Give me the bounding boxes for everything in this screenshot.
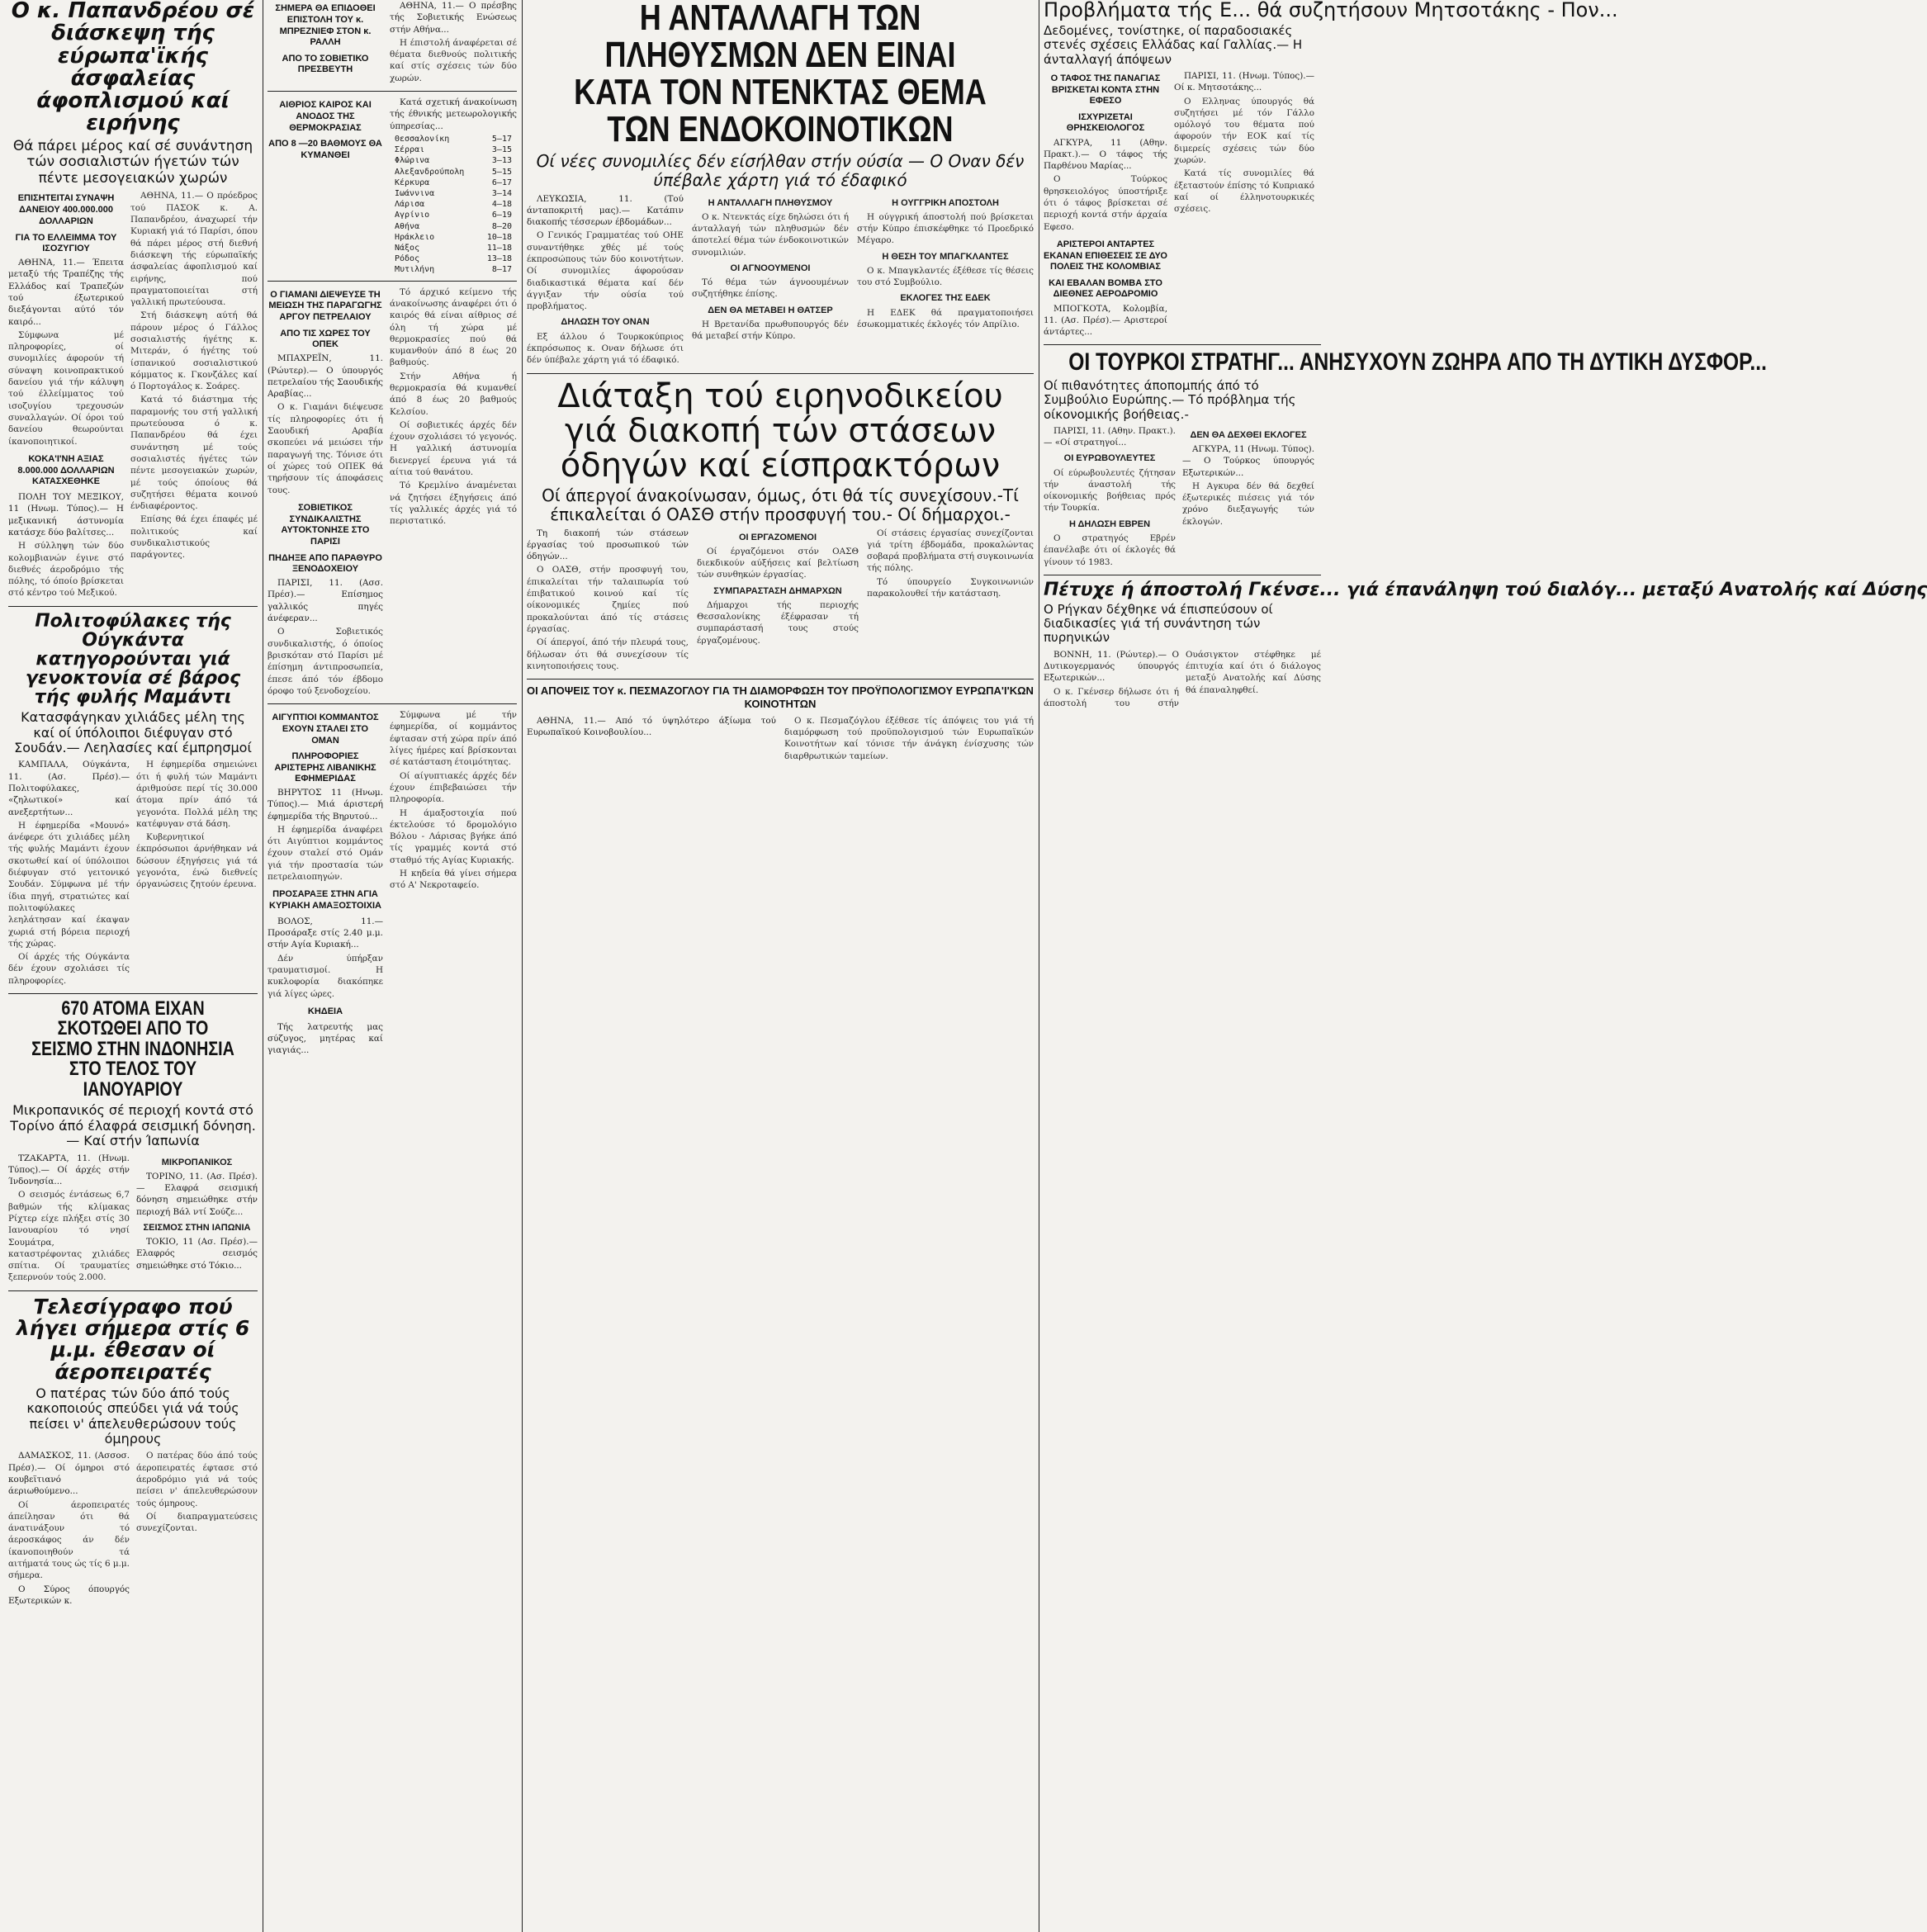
body-court-3: Οί στάσεις έργασίας συνεχίζονται γιά τρίτη έβδομάδα, προκαλώντας σοβαρά προβλήματα στή συγκοινωνία τής πόλης. Τό ύπουργείο Συγκοινωνιών παρακολουθεί τήν κατάσταση. (867, 528, 1034, 599)
article-pesmazoglou (527, 684, 1034, 762)
body-court-1: Τη διακοπή τών στάσεων έργασίας τού προσωπικού τών όδηγών... Ο ΟΑΣΘ, στήν προσφυγή του, έπικαλείται τήν ταλαιπωρία τού έπιβατικού κοινού καί τίς οίκονομικές ζημίες πού προκαλούνται άπό τίς στάσεις έργασίας. Οί άπεργοί, άπό τήν πλευρά τους, δήλωσαν ότι θά συνεχίσουν τίς κινητοποιήσεις τους. (527, 528, 689, 671)
temperature-range: 6—17 (491, 178, 512, 187)
city-name: Λάρισα (395, 200, 425, 210)
subhead-no-elections: ΔΕΝ ΘΑ ΔΕΧΘΕΙ ΕΚΛΟΓΕΣ (1190, 429, 1307, 440)
temperature-range: 10—18 (486, 232, 512, 242)
body-hijack-cont: Ο πατέρας δύο άπό τούς άεροπειρατές έφτασε στό άεροδρόμιο γιά νά τούς πείσει ν' άπελευθερώσουν τούς όμηρους. Οί διαπραγματεύσεις συνεχίζονται. (136, 1451, 258, 1534)
body-uganda-cont: Η έφημερίδα σημειώνει ότι ή φυλή τών Μαμάντι άριθμούσε περί τίς 30.000 άτομα πρίν άπό τά γεγονότα. Πολλά μέλη της κατέφυγαν στά δάση. Κυβερνητικοί έκπρόσωποι άρνήθηκαν νά δώσουν έξηγήσεις γιά τά γεγονότα, ένώ διεθνείς όργανώσεις ζητούν έρευνα. (136, 760, 258, 890)
headline-quake: 670 ΑΤΟΜΑ ΕΙΧΑΝ ΣΚΟΤΩΘΕΙ ΑΠΟ ΤΟ ΣΕΙΣΜΟ ΣΤΗΝ ΙΝΔΟΝΗΣΙΑ ΣΤΟ ΤΕΛΟΣ ΤΟΥ ΙΑΝΟΥΑΡΙΟΥ (31, 997, 234, 1101)
deck-exchange: Οί νέες συνομιλίες δέν είσήλθαν στήν ούσία — Ο Οναν δέν ύπέβαλε χάρτη γιά τό έδαφικό (536, 150, 1025, 190)
divider (8, 606, 258, 607)
body-weather: Κατά σχετική άνακοίνωση τής έθνικής μετεωρολογικής ύπηρεσίας... Θεσσαλονίκη 5—17 Σέρραι 3—15 Φλώρινα 3—13 Αλεξανδρούπολη 5—15 Κέρκυρα 6—17 Ιωάννινα 3—14 Λάρισα 4—18 Αγρίνιο 6—19 Αθήνα 8—20 Ηράκλειο 10—18 Νάξος 11—18 Ρόδος 13—18 Μυτιλήνη 8—17 (390, 97, 517, 275)
subhead-funeral: ΚΗΔΕΙΑ (307, 1006, 343, 1016)
article-weather (268, 97, 383, 276)
deck-papandreou: Θά πάρει μέρος καί σέ συνάντηση τών σοσιαλιστών ήγετών τών πέντε μεσογειακών χωρών (12, 137, 253, 187)
divider (8, 993, 258, 994)
divider (268, 281, 517, 282)
body-tomb: ΑΓΚΥΡΑ, 11 (Αθην. Πρακτ.).— Ο τάφος τής Παρθένου Μαρίας... Ο Τούρκος θρησκειολόγος ύποστήριξε ότι ό τάφος βρίσκεται σέ περιοχή κοντά στήν άρχαία Εφεσο. (1044, 137, 1167, 232)
temperature-range: 3—15 (491, 145, 512, 155)
body-quake-cont: ΜΙΚΡΟΠΑΝΙΚΟΣ ΤΟΡΙΝΟ, 11. (Ασ. Πρέσ).— Ελαφρά σεισμική δόνηση σημειώθηκε στήν περιοχή Βάλ ντί Σούζε... ΣΕΙΣΜΟΣ ΣΤΗΝ ΙΑΠΩΝΙΑ ΤΟΚΙΟ, 11 (Ασ. Πρέσ).— Ελαφρός σεισμός σημειώθηκε στό Τόκιο... (136, 1157, 258, 1271)
column-right (1044, 0, 1927, 1932)
article-egypt (268, 709, 383, 1058)
article-geneva (1044, 579, 1927, 709)
subhead-temperature: ΑΠΟ 8 —20 ΒΑΘΜΟΥΣ ΘΑ ΚΥΜΑΝΘΕΙ (268, 139, 382, 160)
body-exchange-2: Η ΑΝΤΑΛΛΑΓΗ ΠΛΗΘΥΣΜΟΥ Ο κ. Ντενκτάς είχε δηλώσει ότι ή άνταλλαγή τών πληθυσμών δέν άποτελεί θέμα τών ένδοκοινοτικών συνομιλιών. ΟΙ ΑΓΝΟΟΥΜΕΝΟΙ Τό θέμα τών άγνοουμένων συζητήθηκε έπίσης. ΔΕΝ ΘΑ ΜΕΤΑΒΕΙ Η ΘΑΤΣΕΡ Η Βρετανίδα πρωθυπουργός δέν θά μεταβεί στήν Κύπρο. (692, 197, 849, 342)
deck-court: Οί άπεργοί άνακοίνωσαν, όμως, ότι θά τίς συνεχίσουν.-Τί έπικαλείται ό ΟΑΣΘ στήν προσφυγή του.- Οί δήμαρχοι.- (542, 485, 1019, 524)
subhead-window: ΠΗΔΗΞΕ ΑΠΟ ΠΑΡΑΘΥΡΟ ΞΕΝΟΔΟΧΕΙΟΥ (268, 552, 382, 574)
divider (1044, 344, 1321, 345)
deck-turks: Οί πιθανότητες άποπομπής άπό τό Συμβούλιο Ευρώπης.— Τό πρόβλημα τής οίκονομικής βοήθειας.- (1044, 378, 1296, 422)
subhead-lebanon: ΠΛΗΡΟΦΟΡΙΕΣ ΑΡΙΣΤΕΡΗΣ ΛΙΒΑΝΙΚΗΣ ΕΦΗΜΕΡΙΔΑΣ (274, 751, 376, 784)
body-train: ΒΟΛΟΣ, 11.— Προσάραξε στίς 2.40 μ.μ. στήν Αγία Κυριακή... Δέν ύπήρξαν τραυματισμοί. Η κυκλοφορία διακόπηκε γιά λίγες ώρες. (268, 916, 383, 999)
temperature-row (390, 199, 517, 210)
temperature-row (390, 243, 517, 253)
headline-court: Διάταξη τού ειρηνοδικείου γιά διακοπή τών στάσεων όδηγών καί είσπρακτόρων (557, 376, 1003, 485)
subhead-ambassador: ΑΠΟ ΤΟ ΣΟΒΙΕΤΙΚΟ ΠΡΕΣΒΕΥΤΗ (282, 54, 369, 75)
subhead-loan: ΕΠΙΣΗΤΕΙΤΑΙ ΣΥΝΑΨΗ ΔΑΝΕΙΟΥ 400.000.000 ΔΟΛΛΑΡΙΩΝ (17, 193, 115, 226)
temperature-row (390, 188, 517, 199)
body-geneva: ΒΟΝΝΗ, 11. (Ρώυτερ).— Ο Δυτικογερμανός ύπουργός Εξωτερικών... Ο κ. Γκένσερ δήλωσε ότι ή άποστολή του στήν Ουάσιγκτον στέφθηκε μέ έπιτυχία καί ότι ό διάλογος μεταξύ Ανατολής καί Δύσης θά έπαναληφθεί. (1044, 649, 1321, 708)
headline-hijack: Τελεσίγραφο πού λήγει σήμερα στίς 6 μ.μ. έθεσαν οί άεροπειρατές (16, 1294, 250, 1384)
deck-uganda: Κατασφάγηκαν χιλιάδες μέλη της καί οί ύπόλοιποι διέφυγαν στό Σουδάν.— Λεηλασίες καί έμπρησμοί (14, 709, 252, 755)
subhead-opec: Ο ΓΙΑΜΑΝΙ ΔΙΕΨΕΥΣΕ ΤΗ ΜΕΙΩΣΗ ΤΗΣ ΠΑΡΑΓΩΓΗΣ ΑΡΓΟΥ ΠΕΤΡΕΛΑΙΟΥ (268, 289, 382, 323)
body-exchange-1: ΛΕΥΚΩΣΙΑ, 11. (Τού άνταποκριτή μας).— Κατάπιν διακοπής τέσσερων έβδομάδων... Ο Γενικός Γραμματέας τού ΟΗΕ συναντήθηκε χθές μέ τούς έκπροσώπους τών δύο κοινοτήτων. Οί συνομιλίες άφορούσαν διαδικαστικά θέματα καί δέν άγγιξαν τήν ούσία τού προβλήματος. ΔΗΛΩΣΗ ΤΟΥ ΟΝΑΝ Εξ άλλου ό Τουρκοκύπριος έκπρόσωπος κ. Οναν δήλωσε ότι δέν ύπέβαλε χάρτη γιά τό έδαφικό. (527, 193, 684, 366)
city-name: Φλώρινα (395, 156, 430, 166)
headline-problems: Προβλήματα τής Ε... θά συζητήσουν Μητσοτάκης - Πον... (1044, 0, 1618, 21)
subhead-train: ΠΡΟΣΑΡΑΞΕ ΣΤΗΝ ΑΓΙΑ ΚΥΡΙΑΚΗ ΑΜΑΞΟΣΤΟΙΧΙΑ (269, 889, 381, 912)
deck-geneva: Ο Ρήγκαν δέχθηκε νά έπισπεύσουν οί διαδικασίες γιά τή συνάντηση τών πυρηνικών (1044, 601, 1273, 646)
subhead-turin: ΜΙΚΡΟΠΑΝΙΚΟΣ (161, 1157, 233, 1167)
city-name: Ρόδος (395, 254, 420, 264)
article-brezhnev (268, 0, 383, 86)
subhead-weather: ΑΙΘΡΙΟΣ ΚΑΙΡΟΣ ΚΑΙ ΑΝΟΔΟΣ ΤΗΣ ΘΕΡΜΟΚΡΑΣΙΑΣ (279, 100, 372, 133)
temperature-range: 13—18 (486, 254, 512, 264)
temperature-row (390, 155, 517, 166)
body-egypt: ΒΗΡΥΤΟΣ 11 (Ηνωμ. Τύπος).— Μιά άριστερή έφημερίδα τής Βηρυτού... Η έφημερίδα άναφέρει ότι Αιγύπτιοι κομμάντος έχουν σταλεί στό Ομάν γιά τήν προστασία τών πετρελαιοπηγών. (268, 787, 383, 883)
city-name: Σέρραι (395, 145, 425, 155)
body-hijack: ΔΑΜΑΣΚΟΣ, 11. (Ασσοσ. Πρέσ).— Οί όμηροι στό κουβεϊτιανό άεριωθούμενο... Οί άεροπειρατές άπείλησαν ότι θά άνατινάξουν τό άεροσκάφος άν δέν ίκανοποιηθούν τά αιτήματά τους ώς τίς 6 μ.μ. σήμερα. Ο Σύρος όπουργός Εξωτερικών κ. (8, 1451, 130, 1606)
subhead-missing: ΟΙ ΑΓΝΟΟΥΜΕΝΟΙ (730, 263, 811, 273)
subhead-unionist: ΣΟΒΙΕΤΙΚΟΣ ΣΥΝΔΙΚΑΛΙΣΤΗΣ ΑΥΤΟΚΤΟΝΗΣΕ ΣΤΟ ΠΑΡΙΣΙ (281, 502, 370, 547)
body-unionist: ΠΑΡΙΣΙ, 11. (Ασσ. Πρέσ).— Επίσημος γαλλικός πηγές άνέφεραν... Ο Σοβιετικός συνδικαλιστής, ό όποίος βρισκόταν στό Παρίσι μέ έπίσημη άντιπροσωπεία, έπεσε άπό τόν έβδομο όροφο τού ξενοδοχείου. (268, 578, 383, 696)
subhead-theologian: ΙΣΧΥΡΙΖΕΤΑΙ ΘΡΗΣΚΕΙΟΛΟΓΟΣ (1066, 112, 1145, 134)
deck-quake: Μικροπανικός σέ περιοχή κοντά στό Τορίνο άπό έλαφρά σεισμική δόνηση.— Καί στήν Ίαπωνία (10, 1102, 256, 1149)
city-name: Μυτιλήνη (395, 265, 435, 275)
headline-exchange: Η ΑΝΤΑΛΛΑΓΗ ΤΩΝ ΠΛΗΘΥΣΜΩΝ ΔΕΝ ΕΙΝΑΙ ΚΑΤΑ ΤΟΝ ΝΤΕΝΚΤΑΣ ΘΕΜΑ ΤΩΝ ΕΝΔΟΚΟΙΝΟΤΙΚΩΝ (574, 0, 987, 149)
article-hijack (8, 1296, 258, 1608)
divider (268, 703, 517, 704)
headline-geneva: Πέτυχε ή άποστολή Γκένσε... γιά έπανάληψη τού διαλόγ... μεταξύ Ανατολής καί Δύσης (1044, 579, 1927, 600)
temperature-range: 5—15 (491, 167, 512, 177)
article-papandreou (8, 0, 258, 187)
city-name: Νάξος (395, 244, 420, 253)
subhead-onan: ΔΗΛΩΣΗ ΤΟΥ ΟΝΑΝ (561, 317, 650, 328)
temperature-range: 3—13 (491, 156, 512, 166)
temperature-row (390, 167, 517, 178)
subhead-eurodeputies: ΟΙ ΕΥΡΩΒΟΥΛΕΥΤΕΣ (1063, 453, 1156, 464)
city-name: Ιωάννινα (395, 188, 435, 198)
city-name: Θεσσαλονίκη (395, 134, 450, 144)
subhead-colombia: ΑΡΙΣΤΕΡΟΙ ΑΝΤΑΡΤΕΣ ΕΚΑΝΑΝ ΕΠΙΘΕΣΕΙΣ ΣΕ ΔΥΟ ΠΟΛΕΙΣ ΤΗΣ ΚΟΛΟΜΒΙΑΣ (1044, 239, 1167, 272)
subhead-cocaine: ΚΟΚΑ'Ι'ΝΗ ΑΞΙΑΣ 8.000.000 ΔΟΛΛΑΡΙΩΝ ΚΑΤΑΣΧΕΘΗΚΕ (17, 453, 115, 487)
subhead-loan-deficit: ΓΙΑ ΤΟ ΕΛΛΕΙΜΜΑ ΤΟΥ ΙΣΟΖΥΓΙΟΥ (15, 232, 117, 253)
temperature-range: 11—18 (486, 244, 512, 253)
temperature-row (390, 210, 517, 220)
body-turks-1: ΠΑΡΙΣΙ, 11. (Αθην. Πρακτ.).— «Οί στρατηγοί... ΟΙ ΕΥΡΩΒΟΥΛΕΥΤΕΣ Οί εύρωβουλευτές ζήτησαν τήν άναστολή τής οίκονομικής βοήθειας πρός τήν Τουρκία. Η ΔΗΛΩΣΗ ΕΒΡΕΝ Ο στρατηγός Εβρέν έπανέλαβε ότι οί έκλογές θά γίνουν τό 1983. (1044, 425, 1176, 567)
subhead-evren: Η ΔΗΛΩΣΗ ΕΒΡΕΝ (1068, 519, 1151, 529)
deck-problems: Δεδομένες, τονίστηκε, οί παραδοσιακές στενές σχέσεις Ελλάδας καί Γαλλίας.— Η άνταλλαγή άπόψεων (1044, 23, 1303, 67)
city-name: Αγρίνιο (395, 211, 430, 220)
headline-papandreou: Ο κ. Παπανδρέου σέ διάσκεψη τής εύρωπα'ϊκής άσφαλείας άφοπλισμού καί ειρήνης (11, 0, 255, 136)
temperature-row (390, 264, 517, 275)
body-opec: ΜΠΑΧΡΕΪΝ, 11. (Ρώυτερ).— Ο ύπουργός πετρελαίου τής Σαουδικής Αραβίας... Ο κ. Γιαμάνι διέψευσε τίς πληροφορίες ότι ή Σαουδική Αραβία σκοπεύει νά μειώσει τήν παραγωγή της. Τόνισε ότι οί χώρες τού ΟΠΕΚ θά τηρήσουν τίς άποφάσεις τους. (268, 353, 383, 495)
body-funeral: Τής λατρευτής μας σύζυγος, μητέρας καί γιαγιάς... (268, 1021, 383, 1056)
temperature-row (390, 178, 517, 188)
headline-turks: ΟΙ ΤΟΥΡΚΟΙ ΣΤΡΑΤΗΓ... ΑΝΗΣΥΧΟΥΝ ΖΩΗΡΑ ΑΠΟ ΤΗ ΔΥΤΙΚΗ ΔΥΣΦΟΡ... (1068, 348, 1767, 376)
subhead-brezhnev: ΣΗΜΕΡΑ ΘΑ ΕΠΙΔΟΘΕΙ ΕΠΙΣΤΟΛΗ ΤΟΥ κ. ΜΠΡΕΖΝΙΕΦ ΣΤΟΝ κ. ΡΑΛΛΗ (275, 3, 376, 48)
article-uganda (8, 612, 258, 988)
city-name: Κέρκυρα (395, 178, 430, 187)
subhead-airport: ΚΑΙ ΕΒΑΛΑΝ ΒΟΜΒΑ ΣΤΟ ΔΙΕΘΝΕΣ ΑΕΡΟΔΡΟΜΙΟ (1049, 278, 1162, 300)
subhead-workers: ΟΙ ΕΡΓΑΖΟΜΕΝΟΙ (738, 532, 817, 542)
city-name: Ηράκλειο (395, 232, 435, 242)
temperature-range: 5—17 (491, 134, 512, 144)
temperature-range: 8—20 (491, 221, 512, 231)
article-exchange (527, 0, 1034, 368)
body-papandreou: ΑΘΗΝΑ, 11.— Ο πρόεδρος τού ΠΑΣΟΚ κ. Α. Παπανδρέου, άναχωρεί τήν Κυριακή γιά τό Παρίσι, όπου θά πάρει μέρος στή διεθνή διάσκεψη τής εύρωπαϊκής άσφαλείας άφοπλισμού καί ειρήνης, πού πραγματοποιείται στή γαλλική πρωτεύουσα. Στή διάσκεψη αύτή θά πάρουν μέρος ό Γάλλος σοσιαλιστής ήγέτης κ. Μιτεράν, ό ήγέτης τού ίσπανικού σοσιαλιστικού κόμματος κ. Γκονζάλες καί ό Πορτογάλος κ. Σοάρες. Κατά τό διάστημα τής παραμονής του στή γαλλική πρωτεύουσα ό κ. Παπανδρέου θά έχει συνάντηση μέ τούς σοσιαλιστές ήγέτες τών πέντε μεσογειακών χωρών, μέ τούς όποίους θά συζητήσει θέματα κοινού ένδιαφέροντος. Επίσης θά έχει έπαφές μέ πολιτικούς καί συνδικαλιστικούς παράγοντες. (130, 191, 258, 561)
divider (527, 373, 1034, 374)
body-col2-lower-right: Σύμφωνα μέ τήν έφημερίδα, οί κομμάντος έφτασαν στή χώρα πρίν άπό λίγες ήμέρες καί βρίσκονται σέ κατάσταση έτοιμότητας. Οί αίγυπτιακές άρχές δέν έχουν έπιβεβαιώσει τήν πληροφορία. Η άμαξοστοιχία πού έκτελούσε τό δρομολόγιο Βόλου - Λάρισας βγήκε άπό τίς γραμμές κοντά στό σταθμό τής Αγίας Κυριακής. Η κηδεία θά γίνει σήμερα στό Α' Νεκροταφείο. (390, 710, 517, 891)
subhead-tomb: Ο ΤΑΦΟΣ ΤΗΣ ΠΑΝΑΓΙΑΣ ΒΡΙΣΚΕΤΑΙ ΚΟΝΤΑ ΣΤΗΝ ΕΦΕΣΟ (1050, 73, 1161, 107)
subhead-opec-countries: ΑΠΟ ΤΙΣ ΧΩΡΕΣ ΤΟΥ ΟΠΕΚ (280, 328, 371, 350)
subhead-japan: ΣΕΙΣΜΟΣ ΣΤΗΝ ΙΑΠΩΝΙΑ (143, 1222, 251, 1233)
body-loan: ΑΘΗΝΑ, 11.— Έπειτα μεταξύ τής Τραπέζης τής Ελλάδος καί Τραπεζών τού έξωτερικού διεξάγονται αύτό τόν καιρό... Σύμφωνα μέ πληροφορίες, οί συνομιλίες άφορούν τή σύναψη κοινοπρακτικού δανείου γιά τήν κάλυψη τού έλλείμματος τού ισοζυγίου τρεχουσών συναλλαγών. Οί όροι τού δανείου θεωρούνται ίκανοποιητικοί. (8, 258, 124, 447)
column-second (268, 0, 517, 1932)
body-brezhnev: ΑΘΗΝΑ, 11.— Ο πρέσβης τής Σοβιετικής Ενώσεως στήν Αθήνα... Η έπιστολή άναφέρεται σέ θέματα διεθνούς πολιτικής καί στίς σχέσεις τών δύο χωρών. (390, 1, 517, 83)
subhead-hungarian: Η ΟΥΓΓΡΙΚΗ ΑΠΟΣΤΟΛΗ (892, 197, 999, 208)
body-col2-right: Τό άρχικό κείμενο τής άνακοίνωσης άναφέρει ότι ό καιρός θά είναι αίθριος σέ όλη τή χώρα μέ θερμοκρασίες πού θά κυμανθούν άπό 8 έως 20 βαθμούς. Στήν Αθήνα ή θερμοκρασία θά κυμανθεί άπό 8 έως 20 βαθμούς Κελσίου. Οί σοβιετικές άρχές δέν έχουν σχολιάσει τό γεγονός. Η γαλλική άστυνομία διενεργεί έρευνα γιά τά αίτια τού θανάτου. Τό Κρεμλίνο άναμένεται νά ζητήσει έξηγήσεις άπό τίς γαλλικές άρχές γιά τό περιστατικό. (390, 286, 517, 527)
divider (268, 91, 517, 92)
body-uganda: ΚΑΜΠΑΛΑ, Ούγκάντα, 11. (Ασ. Πρέσ).— Πολιτοφύλακες, «ζηλωτικοί» καί ανεξερτήτων... Η έφημερίδα «Μουνό» άνέφερε ότι χιλιάδες μέλη τής φυλής Μαμάντι έχουν σκοτωθεί καί οί ύπόλοιποι διέφυγαν στό γειτονικό Σουδάν. Σύμφωνα μέ τήν ίδια πηγή, στρατιώτες καί πολιτοφύλακες λεηλάτησαν καί έκαψαν χωριά στή βόρεια περιοχή τής χώρας. Οί άρχές τής Ούγκάντα δέν έχουν σχολιάσει τίς πληροφορίες. (8, 760, 130, 986)
subhead-mayors: ΣΥΜΠΑΡΑΣΤΑΣΗ ΔΗΜΑΡΧΩΝ (713, 585, 842, 596)
body-pesmazoglou: ΑΘΗΝΑ, 11.— Από τό ύψηλότερο άξίωμα τού Ευρωπαϊκού Κοινοβουλίου... Ο κ. Πεσμαζόγλου έξέθεσε τίς άπόψεις του γιά τή διαμόρφωση τού προϋπολογισμού τών Ευρωπαϊκών Κοινοτήτων καί τόνισε τήν άνάγκη ένίσχυσης τών διαρθρωτικών ταμείων. (527, 715, 1034, 761)
subhead-edek: ΕΚΛΟΓΕΣ ΤΗΣ ΕΔΕΚ (900, 293, 991, 304)
subhead-thatcher: ΔΕΝ ΘΑ ΜΕΤΑΒΕΙ Η ΘΑΤΣΕΡ (708, 305, 833, 315)
body-exchange-3: Η ΟΥΓΓΡΙΚΗ ΑΠΟΣΤΟΛΗ Η ούγγρική άποστολή πού βρίσκεται στήν Κύπρο έπισκέφθηκε τό Προεδρικό Μέγαρο. Η ΘΕΣΗ ΤΟΥ ΜΠΑΓΚΛΑΝΤΕΣ Ο κ. Μπαγκλαντές έξέθεσε τίς θέσεις του στό Συμβούλιο. ΕΚΛΟΓΕΣ ΤΗΣ ΕΔΕΚ Η ΕΔΕΚ θά πραγματοποιήσει έσωκομματικές έκλογές τόν Απρίλιο. (857, 197, 1034, 329)
temperature-row (390, 144, 517, 155)
temperature-range: 4—18 (491, 200, 512, 210)
body-court-2: ΟΙ ΕΡΓΑΖΟΜΕΝΟΙ Οί έργαζόμενοι στόν ΟΑΣΘ διεκδικούν αύξήσεις καί βελτίωση τών συνθηκών έργασίας. ΣΥΜΠΑΡΑΣΤΑΣΗ ΔΗΜΑΡΧΩΝ Δήμαρχοι τής περιοχής Θεσσαλονίκης έξέφρασαν τή συμπαράστασή τους στούς έργαζομένους. (697, 532, 859, 646)
column-center (527, 0, 1034, 1932)
divider (527, 679, 1034, 680)
subhead-bagkantes: Η ΘΕΣΗ ΤΟΥ ΜΠΑΓΚΛΑΝΤΕΣ (882, 251, 1009, 262)
temperature-row (390, 134, 517, 144)
body-problems: ΠΑΡΙΣΙ, 11. (Ηνωμ. Τύπος).— Οί κ. Μητσοτάκης... Ο Ελληνας ύπουργός θά συζητήσει μέ τόν Γάλλο ομόλογό του θέματα πού άφορούν τήν ΕΟΚ καί τίς διμερείς σχέσεις τών δύο χωρών. Κατά τίς συνομιλίες θά έξεταστούν έπίσης τό Κυπριακό καί οί έλληνοτουρκικές σχέσεις. (1174, 70, 1314, 215)
city-name: Αλεξανδρούπολη (395, 167, 465, 177)
column-left (8, 0, 258, 1932)
body-cocaine: ΠΟΛΗ ΤΟΥ ΜΕΞΙΚΟΥ, 11 (Ηνωμ. Τύπος).— Η μεξικανική άστυνομία κατάσχε δύο βαλίτσες... Η σύλληψη τών δύο κολομβιανών έγινε στό διεθνές άεροδρόμιο τής πόλης, τό όποίο βρίσκεται στό κέντρο τού Μεξικού. (8, 492, 124, 599)
article-court (527, 376, 1034, 675)
subhead-egypt: ΑΙΓΥΠΤΙΟΙ ΚΟΜΜΑΝΤΟΣ ΕΧΟΥΝ ΣΤΑΛΕΙ ΣΤΟ ΟΜΑΝ (272, 713, 379, 746)
body-turks-2: ΔΕΝ ΘΑ ΔΕΧΘΕΙ ΕΚΛΟΓΕΣ ΑΓΚΥΡΑ, 11 (Ηνωμ. Τύπος).— Ο Τούρκος ύπουργός Εξωτερικών... Η Αγκυρα δέν θά δεχθεί έξωτερικές πιέσεις γιά τόν χρόνο διεξαγωγής τών έκλογών. (1182, 429, 1314, 527)
article-tomb (1044, 70, 1167, 340)
article-turks (1044, 348, 1767, 569)
deck-hijack: Ο πατέρας τών δύο άπό τούς κακοποιούς σπεύδει γιά νά τούς πείσει ν' άπελευθερώσουν τούς όμηρους (26, 1385, 239, 1447)
article-quake (8, 999, 258, 1286)
divider (8, 1290, 258, 1291)
temperature-row (390, 253, 517, 264)
temperature-range: 8—17 (491, 265, 512, 275)
temperature-table (390, 134, 517, 276)
column-rule (522, 0, 523, 1932)
body-colombia: ΜΠΟΓΚΟΤΑ, Κολομβία, 11. (Ασ. Πρέσ).— Αριστεροί άντάρτες... (1044, 303, 1167, 338)
subhead-pesmazoglou: ΟΙ ΑΠΟΨΕΙΣ ΤΟΥ κ. ΠΕΣΜΑΖΟΓΛΟΥ ΓΙΑ ΤΗ ΔΙΑΜΟΡΦΩΣΗ ΤΟΥ ΠΡΟΫΠΟΛΟΓΙΣΜΟΥ ΕΥΡΩΠΑ'Ι'ΚΩΝ ΚΟΙΝΟΤΗΤΩΝ (527, 684, 1034, 711)
temperature-range: 3—14 (491, 188, 512, 198)
city-name: Αθήνα (395, 221, 420, 231)
temperature-row (390, 221, 517, 232)
temperature-range: 6—19 (491, 211, 512, 220)
subhead-population: Η ΑΝΤΑΛΛΑΓΗ ΠΛΗΘΥΣΜΟΥ (708, 197, 833, 208)
temperature-row (390, 232, 517, 243)
body-quake: ΤΖΑΚΑΡΤΑ, 11. (Ηνωμ. Τύπος).— Οί άρχές στήν Ίνδονησία... Ο σεισμός έντάσεως 6,7 βαθμών τής κλίμακας Ρίχτερ είχε πλήξει στίς 30 Ιανουαρίου τό νησί Σουμάτρα, καταστρέφοντας χιλιάδες σπίτια. Οί τραυματίες ξεπερνούν τούς 2.000. (8, 1153, 130, 1283)
article-problems (1044, 0, 1618, 67)
headline-uganda: Πολιτοφύλακες τής Ούγκάντα κατηγορούνται γιά γενοκτονία σέ βάρος τής φυλής Μαμάντι (25, 610, 241, 708)
